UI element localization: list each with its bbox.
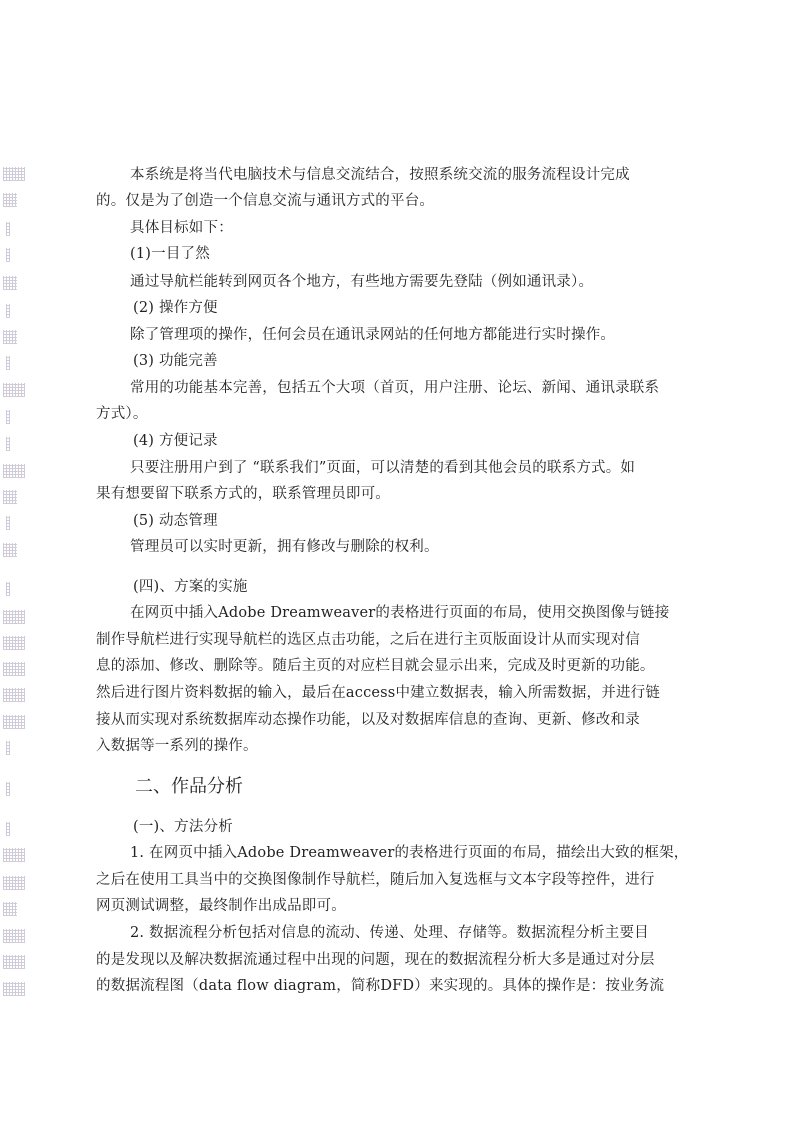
margin-annotation-mark [3,610,25,624]
body-text-line: 除了管理项的操作，任何会员在通讯录网站的任何地方都能进行实时操作。 [130,327,616,343]
margin-annotation-mark [3,662,25,676]
body-text-line: 在网页中插入Adobe Dreamweaver的表格进行页面的布局，使用交换图像与链接 [130,605,670,621]
margin-annotation-mark [6,741,10,755]
list-item-heading: (5) 动态管理 [133,513,218,529]
margin-annotation-mark [3,848,25,862]
body-text-line: 息的添加、修改、删除等。随后主页的对应栏目就会显示出来，完成及时更新的功能。 [96,658,655,674]
margin-annotation-mark [3,715,25,729]
body-text-line: 然后进行图片资料数据的输入，最后在access中建立数据表，输入所需数据，并进行链 [96,685,661,701]
margin-annotation-mark [6,222,10,236]
margin-annotation-mark [3,929,25,943]
margin-annotation-mark [6,304,10,318]
margin-annotation-mark [6,516,10,530]
body-text-line: 本系统是将当代电脑技术与信息交流结合，按照系统交流的服务流程设计完成 [130,167,630,183]
margin-annotation-mark [3,490,17,504]
body-text-line: 制作导航栏进行实现导航栏的选区点击功能，之后在进行主页版面设计从而实现对信 [96,632,640,648]
margin-annotation-mark [3,193,17,207]
body-text-line: 的数据流程图（data flow diagram，简称DFD）来实现的。具体的操作是：按业务流 [96,978,665,994]
margin-annotation-mark [3,982,25,996]
margin-annotation-mark [3,543,17,557]
margin-annotation-mark [6,582,10,596]
body-text-line: 接从而实现对系统数据库动态操作功能，以及对数据库信息的查询、更新、修改和录 [96,712,640,728]
section-heading: 二、作品分析 [135,776,243,797]
body-text-line: 的是发现以及解决数据流通过程中出现的问题，现在的数据流程分析大多是通过对分层 [96,952,655,968]
list-item-heading: (1)一目了然 [130,246,210,262]
body-text-line: 的。仅是为了创造一个信息交流与通讯方式的平台。 [96,193,435,209]
margin-annotation-mark [6,248,10,262]
margin-annotation-mark [6,410,10,424]
margin-annotation-mark [3,276,17,290]
margin-annotation-mark [3,383,25,397]
margin-annotation-mark [6,822,10,836]
body-text-line: 具体目标如下： [130,220,233,236]
body-text-line: 通过导航栏能转到网页各个地方，有些地方需要先登陆（例如通讯录）。 [130,274,594,290]
body-text-line: 入数据等一系列的操作。 [96,738,258,754]
body-text-line: 网页测试调整，最终制作出成品即可。 [96,898,346,914]
section-subheading: (一)、方法分析 [133,819,233,835]
list-item-heading: (4) 方便记录 [133,433,218,449]
margin-annotation-mark [3,688,25,702]
body-text-line: 1. 在网页中插入Adobe Dreamweaver的表格进行页面的布局，描绘出大致的框架， [130,845,689,861]
section-subheading: (四)、方案的实施 [133,579,248,595]
list-item-heading: (3) 功能完善 [133,353,218,369]
body-text-line: 果有想要留下联系方式的，联系管理员即可。 [96,486,390,502]
margin-annotation-mark [3,955,25,969]
margin-annotation-mark [3,167,25,181]
margin-annotation-mark [6,782,10,796]
body-text-line: 2. 数据流程分析包括对信息的流动、传递、处理、存储等。数据流程分析主要目 [130,925,649,941]
margin-annotation-mark [3,902,17,916]
body-text-line: 之后在使用工具当中的交换图像制作导航栏，随后加入复选框与文本字段等控件，进行 [96,872,655,888]
body-text-line: 常用的功能基本完善，包括五个大项（首页，用户注册、论坛、新闻、通讯录联系 [130,380,660,396]
body-text-line: 管理员可以实时更新，拥有修改与删除的权利。 [130,539,439,555]
margin-annotation-mark [3,876,25,890]
list-item-heading: (2) 操作方便 [133,300,218,316]
margin-annotation-mark [6,437,10,451]
body-text-line: 方式）。 [96,406,148,422]
margin-annotation-mark [3,636,25,650]
margin-annotation-mark [6,356,10,370]
body-text-line: 只要注册用户到了 “联系我们”页面，可以清楚的看到其他会员的联系方式。如 [130,460,636,476]
margin-annotation-mark [3,464,25,478]
margin-annotation-mark [3,330,17,344]
